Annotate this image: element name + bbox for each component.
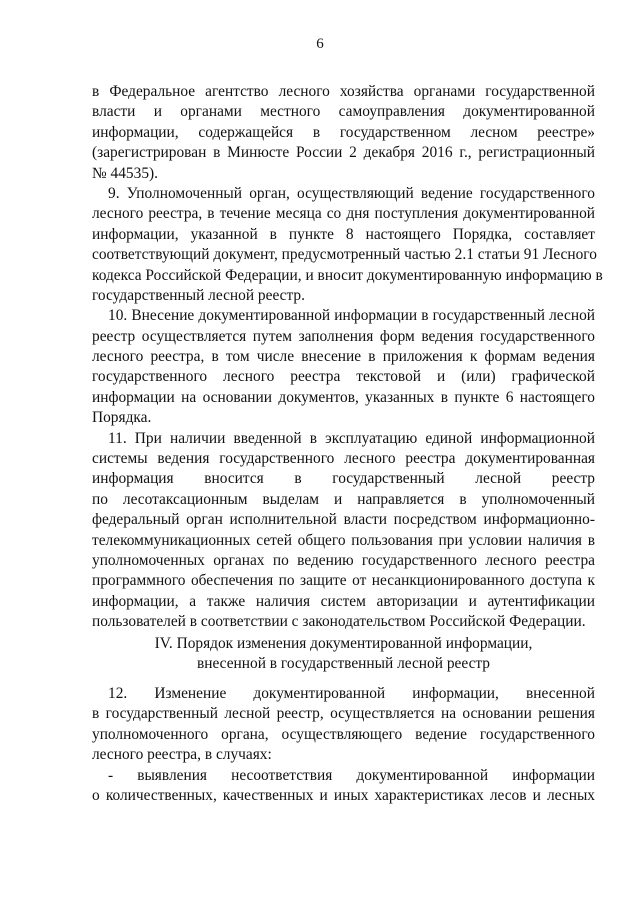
page-number: 6 bbox=[316, 36, 324, 52]
text-line: соответствующий документ, предусмотренный частью 2.1 статьи 91 Лесного bbox=[92, 246, 597, 264]
text-line: лесного реестра, в том числе внесение в приложения к формам ведения bbox=[92, 348, 595, 366]
text-line: 9. Уполномоченный орган, осуществляющий ведение государственного bbox=[108, 184, 595, 202]
section-heading bbox=[92, 634, 595, 675]
paragraph-12 bbox=[92, 684, 595, 766]
text-line: лесного реестра, в течение месяца со дня поступления документированной bbox=[92, 205, 595, 223]
paragraph-11 bbox=[92, 429, 595, 633]
text-line: информации, указанной в пункте 8 настоящего Порядка, составляет bbox=[92, 225, 595, 243]
text-line: государственный лесной реестр. bbox=[92, 286, 305, 304]
document-body-bottom bbox=[92, 684, 595, 806]
text-line: информация вносится в государственный лесной реестр bbox=[92, 470, 595, 488]
text-line: системы ведения государственного лесного реестра документированная bbox=[92, 450, 595, 468]
text-line: информации, содержащейся в государственном лесном реестре» bbox=[92, 123, 595, 141]
text-line: Порядка. bbox=[92, 409, 152, 427]
text-line: 10. Внесение документированной информации в государственный лесной bbox=[108, 307, 595, 325]
text-line: в государственный лесной реестр, осуществляется на основании решения bbox=[92, 705, 595, 723]
text-line: в Федеральное агентство лесного хозяйства органами государственной bbox=[92, 83, 595, 100]
text-line: федеральный орган исполнительной власти посредством информационно- bbox=[92, 511, 595, 529]
section-heading-line: внесенной в государственный лесной реестр bbox=[196, 655, 491, 673]
text-line: пользователей в соответствии с законодательством Российской Федерации. bbox=[92, 613, 586, 631]
text-line: лесного реестра, в случаях: bbox=[92, 746, 272, 764]
text-line: - выявления несоответствия документированной информации bbox=[108, 766, 595, 784]
text-line: информации на основании документов, указанных в пункте 6 настоящего bbox=[92, 388, 595, 406]
paragraph-10 bbox=[92, 306, 595, 428]
text-line: кодекса Российской Федерации, и вносит документированную информацию в bbox=[92, 266, 603, 284]
text-line: власти и органами местного самоуправления документированной bbox=[92, 103, 595, 121]
text-line: информации, а также наличия систем авторизации и аутентификации bbox=[92, 592, 595, 610]
text-line: уполномоченных органах по ведению государственного лесного реестра bbox=[92, 551, 595, 569]
text-line: о количественных, качественных и иных характеристиках лесов и лесных bbox=[92, 786, 595, 804]
paragraph-9 bbox=[92, 184, 603, 306]
text-line: уполномоченного органа, осуществляющего ведение государственного bbox=[92, 725, 595, 743]
paragraph-continuation bbox=[92, 82, 595, 184]
text-line: реестр осуществляется путем заполнения форм ведения государственного bbox=[92, 327, 595, 345]
document-body-top bbox=[92, 82, 603, 633]
text-line: по лесотаксационным выделам и направляется в уполномоченный bbox=[92, 490, 595, 508]
text-line: государственного лесного реестра текстовой и (или) графической bbox=[92, 368, 595, 386]
list-item bbox=[92, 766, 595, 807]
section-heading-line: IV. Порядок изменения документированной информации, bbox=[154, 635, 533, 652]
text-line: телекоммуникационных сетей общего пользования при условии наличия в bbox=[92, 531, 595, 549]
text-line: 11. При наличии введенной в эксплуатацию единой информационной bbox=[108, 429, 595, 447]
text-line: (зарегистрирован в Минюсте России 2 декабря 2016 г., регистрационный bbox=[92, 144, 595, 162]
text-line: программного обеспечения по защите от несанкционированного доступа к bbox=[92, 572, 595, 590]
text-line: № 44535). bbox=[92, 164, 158, 182]
text-line: 12. Изменение документированной информации, внесенной bbox=[108, 685, 595, 702]
